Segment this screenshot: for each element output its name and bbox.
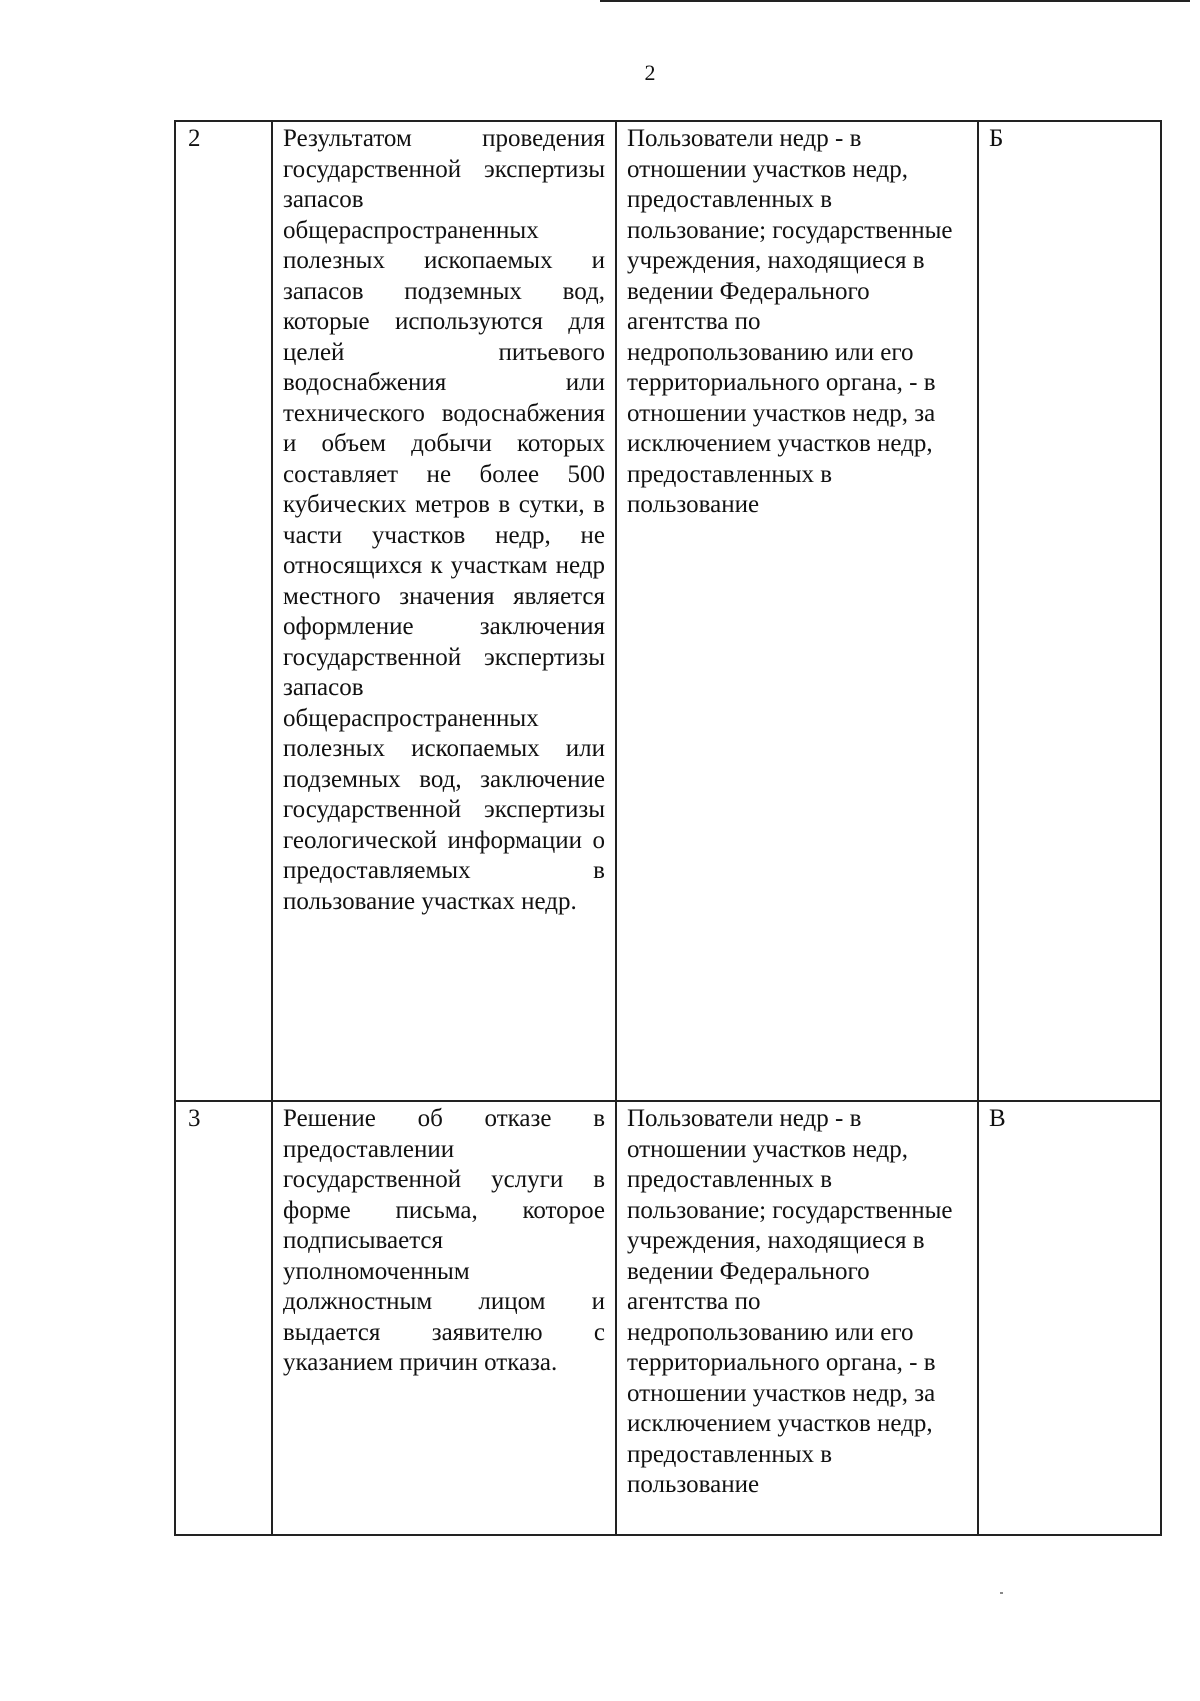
result-description-cell: Результатом проведения государственной экспертизы запасов общераспространенных полезных ископаемых и запасов подземных вод, которые используются для целей питьевого водоснабжения или технического водоснабжения и объем добычи которых составляет не более 500 кубических метров в сутки, в части участков недр, не относящихся к участкам недр местного значения является оформление заключения государственной экспертизы запасов общераспространенных полезных ископаемых или подземных вод, заключение государственной экспертизы геологической информации о предоставляемых в пользование участках недр.: [272, 121, 616, 1101]
table-row: [175, 121, 1161, 1101]
results-table: [174, 120, 1162, 1536]
variant-code-cell: В: [978, 1101, 1161, 1535]
applicants-cell: Пользователи недр - в отношении участков недр, предоставленных в пользование; государственные учреждения, находящиеся в ведении Федерального агентства по недропользованию или его территориального органа, - в отношении участков недр, за исключением участков недр, предоставленных в пользование: [616, 1101, 978, 1535]
applicants-cell: Пользователи недр - в отношении участков недр, предоставленных в пользование; государственные учреждения, находящиеся в ведении Федерального агентства по недропользованию или его территориального органа, - в отношении участков недр, за исключением участков недр, предоставленных в пользование: [616, 121, 978, 1101]
result-description-cell: Решение об отказе в предоставлении государственной услуги в форме письма, которое подписывается уполномоченным должностным лицом и выдается заявителю с указанием причин отказа.: [272, 1101, 616, 1535]
variant-code-cell: Б: [978, 121, 1161, 1101]
scan-speck: [1000, 1592, 1003, 1594]
row-number-cell: 3: [175, 1101, 272, 1535]
row-number-cell: 2: [175, 121, 272, 1101]
top-edge-rule: [600, 0, 1190, 2]
table-row: [175, 1101, 1161, 1535]
page-number: 2: [644, 60, 656, 85]
